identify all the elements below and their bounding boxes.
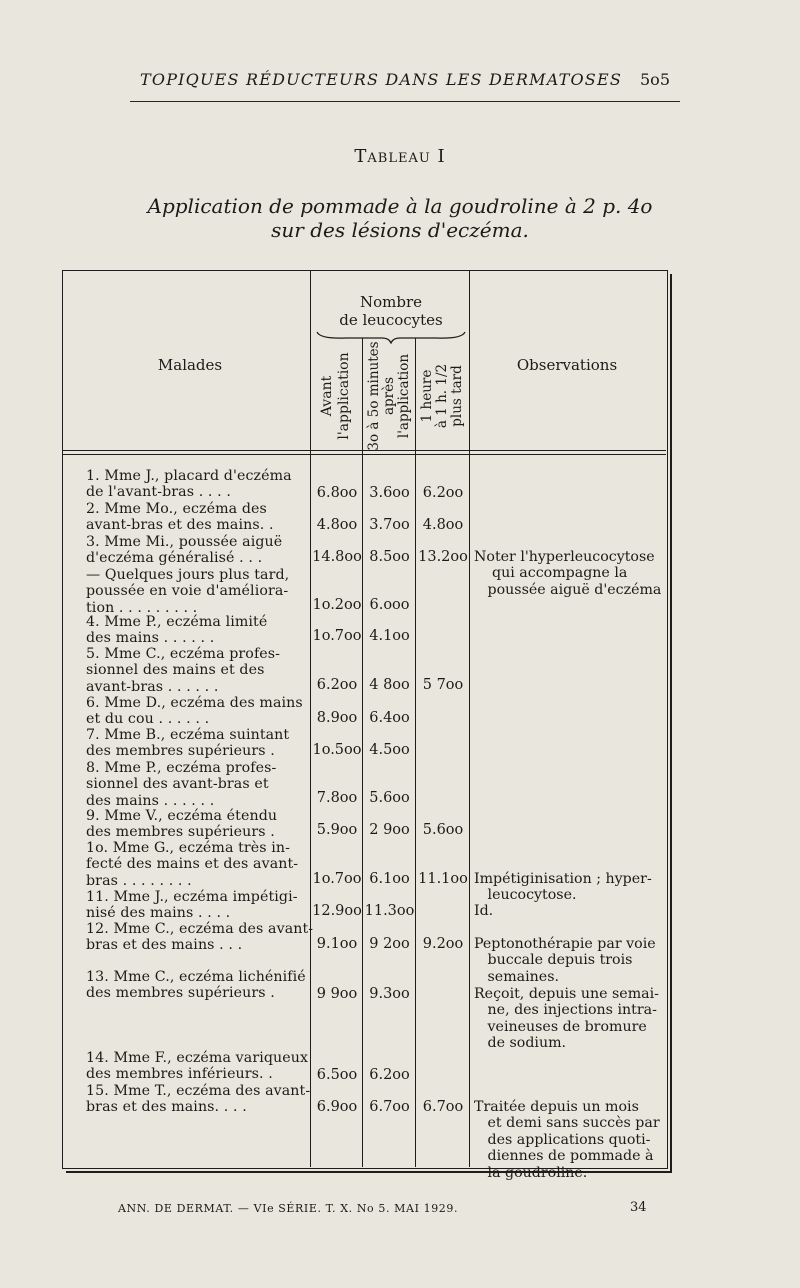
row-11-observation: Impétiginisation ; hyper- leucocytose.: [474, 871, 652, 904]
row-11-apres: 6.1oo: [369, 871, 410, 887]
header-nombre-line-2: de leucocytes: [339, 311, 443, 329]
header-heure: 1 heure à 1 h. 1/2 plus tard: [418, 363, 465, 429]
row-11-avant: 1o.7oo: [312, 871, 362, 887]
row-7-avant: 8.9oo: [316, 710, 358, 726]
row-10-heure: 5.6oo: [422, 822, 464, 838]
row-15-label: 14. Mme F., eczéma variqueux des membres inférieurs. .: [86, 1050, 309, 1083]
page-number: 5o5: [640, 70, 670, 89]
row-8-apres: 4.5oo: [369, 742, 410, 758]
row-13-observation: Peptonothérapie par voie buccale depuis trois semaines.: [474, 936, 656, 985]
row-3-observation: Noter l'hyperleucocytose qui accompagne la poussée aiguë d'eczéma: [474, 549, 662, 598]
row-15-avant: 6.5oo: [316, 1067, 358, 1083]
header-apres: 3o à 5o minutes après l'application: [365, 341, 412, 451]
row-10-apres: 2 9oo: [369, 822, 410, 838]
row-16-observation: Traitée depuis un mois et demi sans succès par des applications quoti- diennes de pommade à la goudroline.: [474, 1099, 660, 1181]
row-13-label: 12. Mme C., eczéma des avant- bras et des mains . . .: [86, 921, 314, 954]
row-13-apres: 9 2oo: [369, 936, 410, 952]
row-13-avant: 9.1oo: [316, 936, 358, 952]
table-title: Tableau I: [354, 146, 446, 167]
row-5-label: 4. Mme P., eczéma limité des mains . . . . . .: [86, 614, 268, 647]
row-16-apres: 6.7oo: [369, 1099, 410, 1115]
caption-line-1: Application de pommade à la goudroline à 2 p. 4o: [147, 194, 653, 218]
col-rule-heure: [469, 271, 470, 1167]
row-8-avant: 1o.5oo: [312, 742, 362, 758]
row-5-apres: 4.1oo: [369, 628, 410, 644]
row-14-label: 13. Mme C., eczéma lichénifié des membres supérieurs .: [86, 969, 306, 1002]
header-nombre-line-1: Nombre: [359, 293, 423, 311]
row-1-apres: 3.6oo: [369, 485, 410, 501]
col-rule-apres: [415, 338, 416, 1167]
row-9-label: 8. Mme P., eczéma profes- sionnel des avant-bras et des mains . . . . . .: [86, 760, 277, 809]
row-9-apres: 5.6oo: [369, 790, 410, 806]
row-13-heure: 9.2oo: [422, 936, 464, 952]
row-3-avant: 14.8oo: [312, 549, 362, 565]
row-14-avant: 9 9oo: [316, 986, 358, 1002]
row-3-heure: 13.2oo: [418, 549, 468, 565]
row-8-label: 7. Mme B., eczéma suintant des membres supérieurs .: [86, 727, 290, 760]
row-11-heure: 11.1oo: [418, 871, 468, 887]
row-12-apres: 11.3oo: [364, 903, 415, 919]
row-6-avant: 6.2oo: [316, 677, 358, 693]
row-16-label: 15. Mme T., eczéma des avant- bras et des mains. . . .: [86, 1083, 311, 1116]
row-11-label: 1o. Mme G., eczéma très in- fecté des mains et des avant- bras . . . . . . . .: [86, 840, 299, 889]
header-malades: Malades: [157, 356, 223, 374]
row-16-avant: 6.9oo: [316, 1099, 358, 1115]
row-15-apres: 6.2oo: [369, 1067, 410, 1083]
row-2-heure: 4.8oo: [422, 517, 464, 533]
header-observations: Observations: [516, 356, 618, 374]
row-9-avant: 7.8oo: [316, 790, 358, 806]
row-7-apres: 6.4oo: [369, 710, 410, 726]
row-4-avant: 1o.2oo: [312, 597, 362, 613]
row-10-label: 9. Mme V., eczéma étendu des membres supérieurs .: [86, 808, 278, 841]
row-10-avant: 5.9oo: [316, 822, 358, 838]
table-caption: [60, 194, 740, 242]
row-2-label: 2. Mme Mo., eczéma des avant-bras et des mains. .: [86, 501, 274, 534]
header-avant: Avant l'application: [319, 352, 352, 440]
row-12-label: 11. Mme J., eczéma impétigi- nisé des mains . . . .: [86, 889, 298, 922]
row-12-avant: 12.9oo: [312, 903, 362, 919]
header-rule: [130, 101, 680, 102]
caption-line-2: sur des lésions d'eczéma.: [271, 218, 529, 242]
row-2-apres: 3.7oo: [369, 517, 410, 533]
row-7-label: 6. Mme D., eczéma des mains et du cou . . . . . .: [86, 695, 303, 728]
row-12-observation: Id.: [474, 903, 494, 919]
row-2-avant: 4.8oo: [316, 517, 358, 533]
running-head: TOPIQUES RÉDUCTEURS DANS LES DERMATOSES: [140, 70, 623, 89]
row-4-label: — Quelques jours plus tard, poussée en voie d'améliora- tion . . . . . . . . .: [86, 567, 290, 616]
row-3-label: 3. Mme Mi., poussée aiguë d'eczéma généralisé . . .: [86, 534, 283, 567]
page-footer: ANN. DE DERMAT. — VIe SÉRIE. T. X. No 5. MAI 1929.: [118, 1202, 459, 1215]
row-3-apres: 8.5oo: [369, 549, 410, 565]
row-14-apres: 9.3oo: [369, 986, 410, 1002]
header-nombre: [312, 293, 470, 329]
row-1-label: 1. Mme J., placard d'eczéma de l'avant-bras . . . .: [86, 468, 292, 501]
row-6-apres: 4 8oo: [369, 677, 410, 693]
row-1-heure: 6.2oo: [422, 485, 464, 501]
row-5-avant: 1o.7oo: [312, 628, 362, 644]
col-rule-avant: [362, 338, 363, 1167]
row-6-label: 5. Mme C., eczéma profes- sionnel des mains et des avant-bras . . . . . .: [86, 646, 281, 695]
row-1-avant: 6.8oo: [316, 485, 358, 501]
row-16-heure: 6.7oo: [422, 1099, 464, 1115]
row-14-observation: Reçoit, depuis une semai- ne, des injections intra- veineuses de bromure de sodium.: [474, 986, 659, 1052]
signature-number: 34: [630, 1200, 647, 1215]
row-6-heure: 5 7oo: [422, 677, 464, 693]
row-4-apres: 6.ooo: [369, 597, 410, 613]
